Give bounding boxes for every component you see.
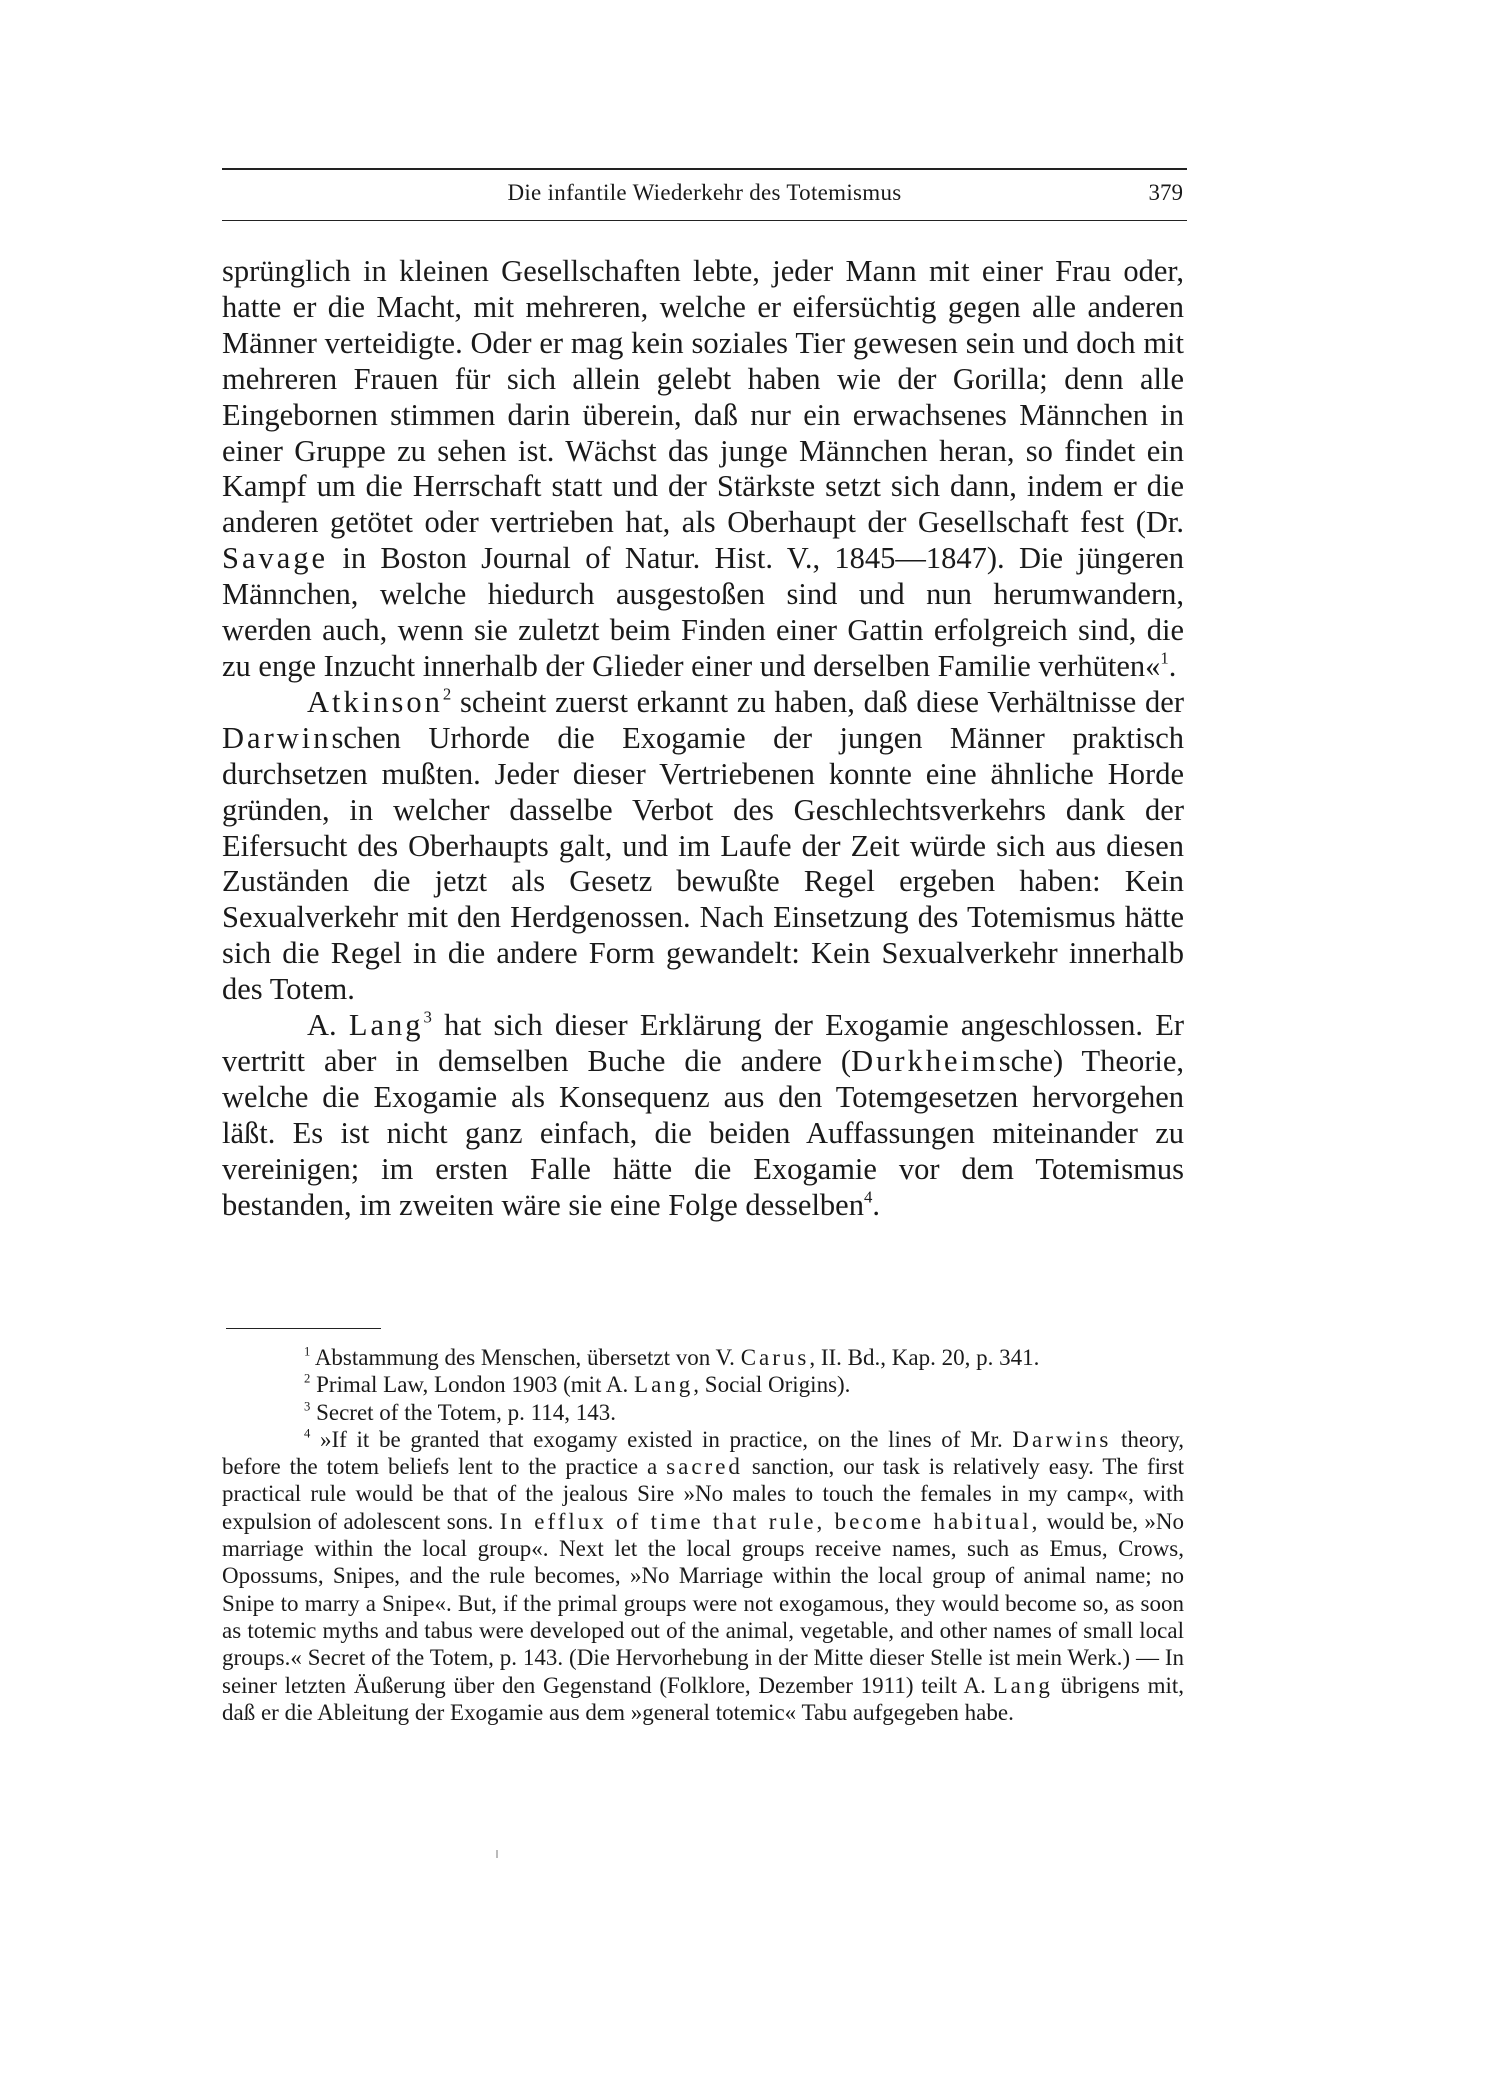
page-number: 379: [1148, 180, 1183, 205]
footnote-2-author: Lang: [634, 1372, 694, 1398]
footnote-4-text-a: »If it be granted that exogamy existed in practice, on the lines of Mr.: [320, 1426, 1003, 1452]
author-savage: Savage: [222, 541, 329, 576]
footnote-2-text-a: Primal Law, London 1903 (mit A.: [316, 1372, 629, 1398]
paragraph-1-text-b: in Boston Journal of Natur. Hist. V., 1845—1847). Die jüngeren Männchen, welche hiedurch ausgestoßen sind und nun herumwandern, werden auch, wenn sie zuletzt beim Finden einer Gattin erfolgreich sind, die zu enge Inzucht innerhalb der Glieder einer und derselben Familie verhüten«: [222, 541, 1185, 683]
footnote-4-text-e: übrigens mit, daß er die Ableitung der Exogamie aus dem »general totemic« Tabu aufgegeben habe.: [222, 1672, 1184, 1725]
footnote-3-mark: 3: [304, 1399, 311, 1414]
paragraph-3-end: .: [872, 1187, 880, 1222]
footnote-4-text-b: theory, before the totem beliefs lent to the practice a: [222, 1426, 1185, 1480]
footnote-divider: [226, 1328, 381, 1329]
footnote-ref-2: 2: [442, 684, 452, 704]
paragraph-2-text-a: scheint zuerst erkannt zu haben, daß diese Verhältnisse der: [459, 684, 1184, 719]
author-durkheim: Durkheim: [851, 1043, 999, 1078]
footnote-4-mark: 4: [304, 1426, 311, 1441]
footnote-2: [222, 1371, 1184, 1398]
footnote-4: [222, 1426, 1184, 1726]
paragraph-3-text-a: hat sich dieser Erklärung der Exogamie angeschlossen. Er vertritt aber in demselben Buche die andere (: [222, 1008, 1185, 1078]
footnote-4-emphasis-sacred: sacred: [666, 1454, 743, 1480]
paragraph-2-text-b: schen Urhorde die Exogamie der jungen Männer praktisch durchsetzen mußten. Jeder dieser Vertriebenen konnte eine ähnliche Horde gründen, in welcher dasselbe Verbot des Geschlechtsverkehrs dank der Eifersucht des Oberhaupts galt, und im Laufe der Zeit würde sich aus diesen Zuständen die jetzt als Gesetz bewußte Regel ergeben haben: Kein Sexualverkehr mit den Herdgenossen. Nach Einsetzung des Totemismus hätte sich die Regel in die andere Form gewandelt: Kein Sexualverkehr innerhalb des Totem.: [222, 720, 1184, 1007]
footnote-ref-3: 3: [423, 1007, 432, 1027]
footnote-1-text-a: Abstammung des Menschen, übersetzt von V.: [314, 1345, 735, 1370]
author-atkinson: Atkinson: [307, 684, 443, 719]
footnote-4-author: Darwins: [1012, 1426, 1112, 1452]
footnote-1: [222, 1344, 1184, 1371]
footnote-ref-1: 1: [1160, 648, 1169, 668]
footnote-3-text: Secret of the Totem, p. 114, 143.: [316, 1399, 616, 1425]
paragraph-3-text-b: sche) Theorie, welche die Exogamie als Konsequenz aus den Totemgesetzen hervorgehen läßt. Es ist nicht ganz einfach, die beiden Auffassungen miteinander zu vereinigen; im ersten Falle hätte die Exogamie vor dem Totemismus bestanden, im zweiten wäre sie eine Folge desselben: [222, 1043, 1184, 1222]
paragraph-2: [222, 685, 1184, 1008]
running-header: [222, 168, 1187, 221]
paragraph-3-initial: A.: [307, 1008, 337, 1043]
paragraph-3: [222, 1008, 1184, 1223]
footnote-4-text-d: would be, »No marriage within the local group«. Next let the local groups receive names, such as Emus, Crows, Opossums, Snipes, and the rule becomes, »No Marriage within the local group of animal name; no Snipe to marry a Snipe«. But, if the primal groups were not exogamous, they would become so, as soon as totemic myths and tabus were developed out of the animal, vegetable, and other names of small local groups.« Secret of the Totem, p. 143. (Die Hervorhebung in der Mitte dieser Stelle ist mein Werk.) — In seiner letzten Äußerung über den Gegenstand (Folklore, Dezember 1911) teilt A.: [222, 1508, 1184, 1698]
author-lang: Lang: [348, 1008, 424, 1043]
footnote-3: [222, 1399, 1184, 1426]
footnotes: [222, 1344, 1184, 1726]
main-text: [222, 254, 1184, 1223]
footnote-4-emphasis-efflux: In efflux of time that rule, become habitual,: [499, 1508, 1041, 1534]
footnote-1-mark: 1: [304, 1344, 311, 1359]
footnote-2-text-b: , Social Origins).: [693, 1372, 851, 1398]
paragraph-1-end: .: [1168, 648, 1177, 683]
paragraph-1-text-a: sprünglich in kleinen Gesellschaften lebte, jeder Mann mit einer Frau oder, hatte er die Macht, mit mehreren, welche er eifersüchtig gegen alle anderen Männer verteidigte. Oder er mag kein soziales Tier gewesen sein und doch mit mehreren Frauen für sich allein gelebt haben wie der Gorilla; denn alle Eingebornen stimmen darin überein, daß nur ein erwachsenes Männchen in einer Gruppe zu sehen ist. Wächst das junge Männchen heran, so findet ein Kampf um die Herrschaft statt und der Stärkste setzt sich dann, indem er die anderen getötet oder vertrieben hat, als Oberhaupt der Gesellschaft fest (Dr.: [222, 254, 1184, 540]
footnote-1-author: Carus: [740, 1345, 810, 1370]
author-darwin: Darwin: [222, 720, 332, 755]
footnote-1-text-b: , II. Bd., Kap. 20, p. 341.: [809, 1345, 1040, 1370]
paragraph-1: [222, 254, 1184, 685]
scan-speck: [496, 1850, 498, 1858]
footnote-2-mark: 2: [304, 1371, 311, 1386]
running-title: Die infantile Wiederkehr des Totemismus: [507, 180, 902, 205]
footnote-ref-4: 4: [863, 1186, 873, 1206]
footnote-4-text-c: sanction, our task is relatively easy. The first practical rule would be that of the jealous Sire »No males to touch the females in my camp«, with expulsion of adolescent sons.: [222, 1454, 1185, 1534]
footnote-4-author-lang: Lang: [993, 1672, 1053, 1698]
